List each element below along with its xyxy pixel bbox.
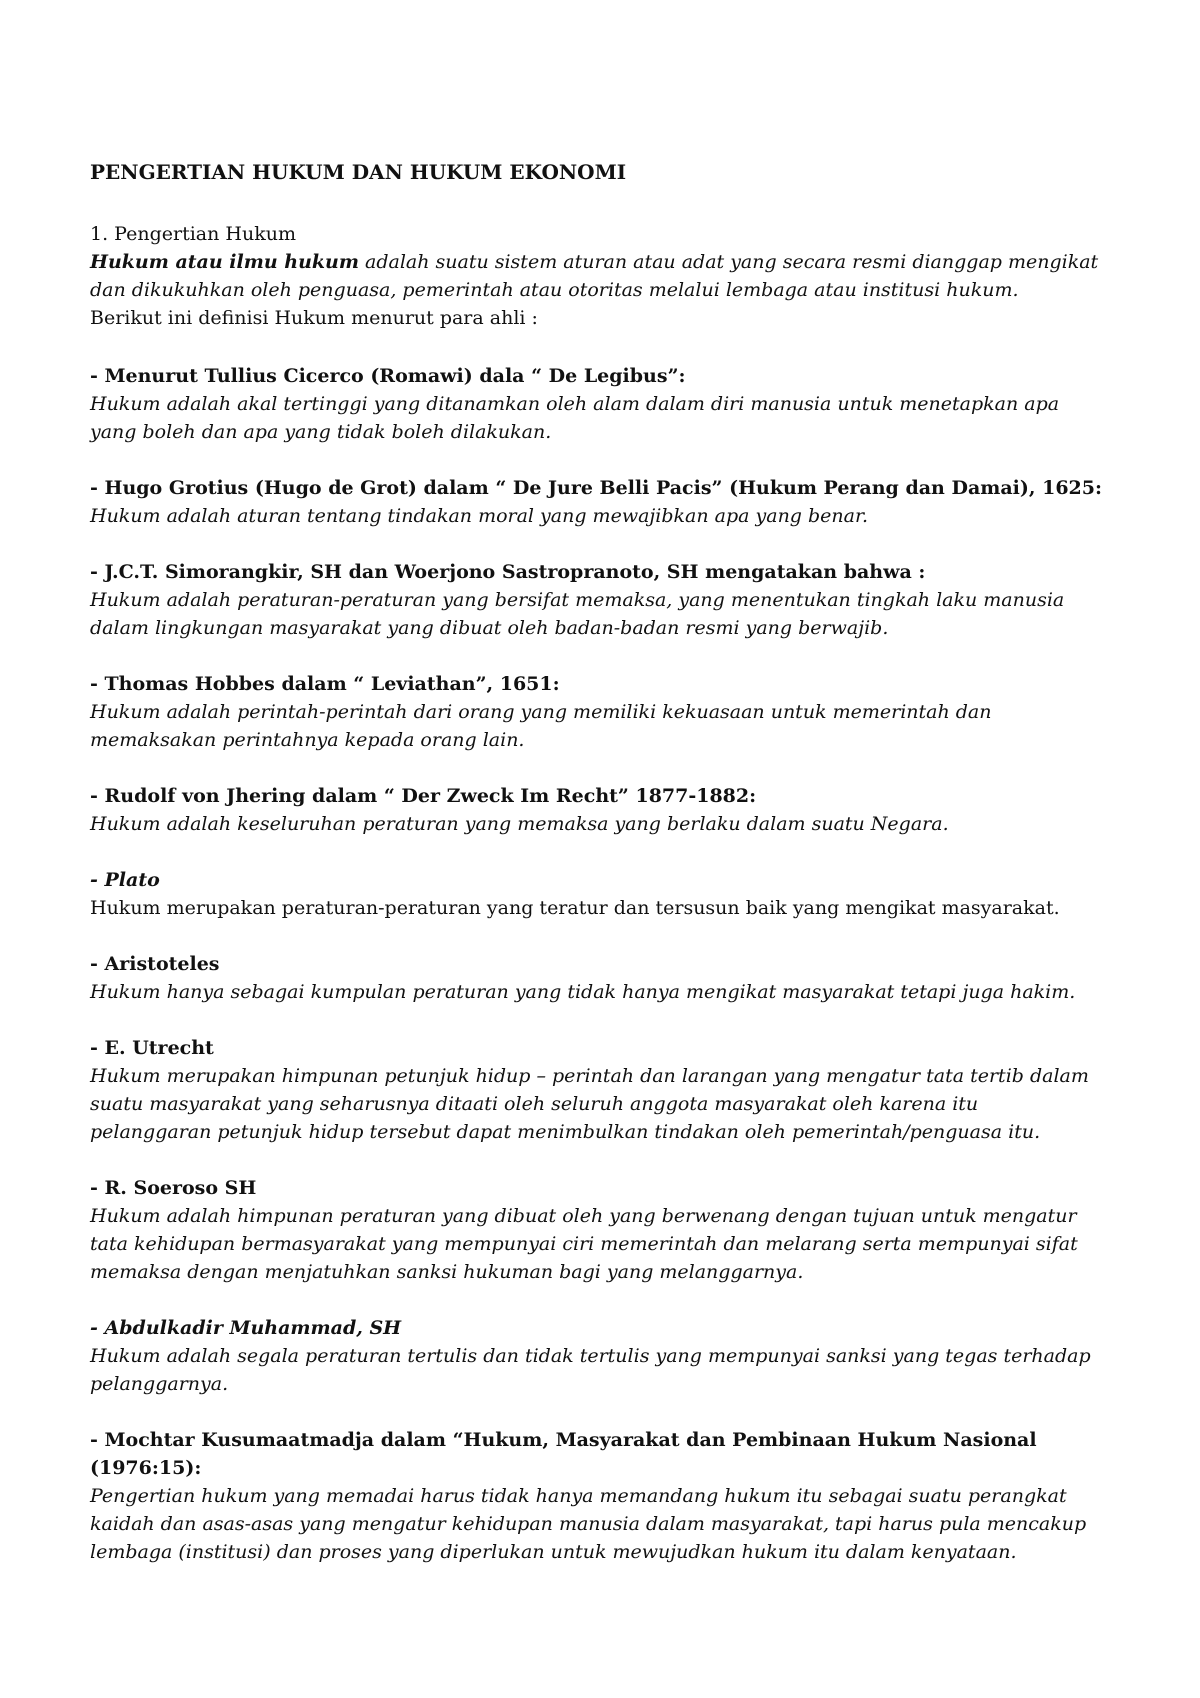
expert-heading: - Hugo Grotius (Hugo de Grot) dalam “ De Jure Belli Pacis” (Hukum Perang dan Damai), 1625: <box>90 477 1103 499</box>
intro-subheading: 1. Pengertian Hukum <box>90 223 296 245</box>
intro-definition-part-1: adalah suatu sistem aturan atau adat yang secara resmi dianggap mengikat <box>358 251 1099 273</box>
expert-heading: - Menurut Tullius Cicerco (Romawi) dala “ De Legibus”: <box>90 365 686 387</box>
expert-definition-line: kaidah dan asas-asas yang mengatur kehidupan manusia dalam masyarakat, tapi harus pula mencakup <box>90 1513 1087 1535</box>
expert-definition <box>90 1426 1140 1566</box>
expert-heading: - R. Soeroso SH <box>90 1177 257 1199</box>
expert-definition-line: yang boleh dan apa yang tidak boleh dilakukan. <box>90 421 552 443</box>
expert-definition-line: Hukum adalah akal tertinggi yang ditanamkan oleh alam dalam diri manusia untuk menetapkan apa <box>90 393 1060 415</box>
document-title: PENGERTIAN HUKUM DAN HUKUM EKONOMI <box>90 160 627 184</box>
expert-definition <box>90 1174 1140 1286</box>
expert-definition <box>90 558 1140 642</box>
expert-definition <box>90 474 1140 530</box>
expert-definition-line: Hukum merupakan himpunan petunjuk hidup – perintah dan larangan yang mengatur tata tertib dalam <box>90 1065 1089 1087</box>
expert-definition-line: Hukum adalah perintah-perintah dari orang yang memiliki kekuasaan untuk memerintah dan <box>90 701 992 723</box>
expert-definition-line: tata kehidupan bermasyarakat yang mempunyai ciri memerintah dan melarang serta mempunyai sifat <box>90 1233 1078 1255</box>
intro-section <box>90 220 1140 332</box>
expert-heading: - Abdulkadir Muhammad, SH <box>90 1317 402 1339</box>
expert-definition <box>90 1314 1140 1398</box>
expert-definition-line: memaksakan perintahnya kepada orang lain. <box>90 729 525 751</box>
expert-definition <box>90 670 1140 754</box>
expert-definition-line: Hukum merupakan peraturan-peraturan yang teratur dan tersusun baik yang mengikat masyarakat. <box>90 897 1060 919</box>
expert-definition <box>90 782 1140 838</box>
expert-definition-line: memaksa dengan menjatuhkan sanksi hukuman bagi yang melanggarnya. <box>90 1261 804 1283</box>
expert-heading: - Aristoteles <box>90 953 220 975</box>
expert-definition-line: pelanggaran petunjuk hidup tersebut dapat menimbulkan tindakan oleh pemerintah/penguasa itu. <box>90 1121 1041 1143</box>
expert-heading: - E. Utrecht <box>90 1037 214 1059</box>
intro-lead-in: Berikut ini definisi Hukum menurut para ahli : <box>90 307 538 329</box>
expert-definition-line: Pengertian hukum yang memadai harus tidak hanya memandang hukum itu sebagai suatu perangkat <box>90 1485 1067 1507</box>
expert-definition-line: dalam lingkungan masyarakat yang dibuat oleh badan-badan resmi yang berwajib. <box>90 617 889 639</box>
expert-heading: - Mochtar Kusumaatmadja dalam “Hukum, Masyarakat dan Pembinaan Hukum Nasional <box>90 1429 1037 1451</box>
intro-definition-line-2: dan dikukuhkan oleh penguasa, pemerintah atau otoritas melalui lembaga atau institusi hukum. <box>90 279 1019 301</box>
expert-definition <box>90 950 1140 1006</box>
expert-definition-line: pelanggarnya. <box>90 1373 229 1395</box>
expert-heading: - Rudolf von Jhering dalam “ Der Zweck Im Recht” 1877-1882: <box>90 785 757 807</box>
expert-definition-line: Hukum adalah aturan tentang tindakan moral yang mewajibkan apa yang benar. <box>90 505 869 527</box>
expert-definition-line: suatu masyarakat yang seharusnya ditaati oleh seluruh anggota masyarakat oleh karena itu <box>90 1093 979 1115</box>
expert-definition-line: Hukum adalah segala peraturan tertulis dan tidak tertulis yang mempunyai sanksi yang tegas terhadap <box>90 1345 1091 1367</box>
expert-definition-line: Hukum adalah himpunan peraturan yang dibuat oleh yang berwenang dengan tujuan untuk mengatur <box>90 1205 1077 1227</box>
expert-definition <box>90 362 1140 446</box>
expert-definition-line: Hukum adalah peraturan-peraturan yang bersifat memaksa, yang menentukan tingkah laku manusia <box>90 589 1065 611</box>
expert-heading-continued: (1976:15): <box>90 1457 202 1479</box>
expert-definition <box>90 1034 1140 1146</box>
expert-definitions-list <box>90 362 1140 1566</box>
expert-heading: - Thomas Hobbes dalam “ Leviathan”, 1651: <box>90 673 560 695</box>
expert-heading: - J.C.T. Simorangkir, SH dan Woerjono Sastropranoto, SH mengatakan bahwa : <box>90 561 926 583</box>
expert-heading: - Plato <box>90 869 160 891</box>
expert-definition-line: Hukum adalah keseluruhan peraturan yang memaksa yang berlaku dalam suatu Negara. <box>90 813 949 835</box>
intro-definition-line-1 <box>90 248 1140 276</box>
expert-definition-line: Hukum hanya sebagai kumpulan peraturan yang tidak hanya mengikat masyarakat tetapi juga hakim. <box>90 981 1076 1003</box>
intro-term: Hukum atau ilmu hukum <box>90 251 359 273</box>
expert-definition-line: lembaga (institusi) dan proses yang diperlukan untuk mewujudkan hukum itu dalam kenyataan. <box>90 1541 1017 1563</box>
expert-definition <box>90 866 1140 922</box>
